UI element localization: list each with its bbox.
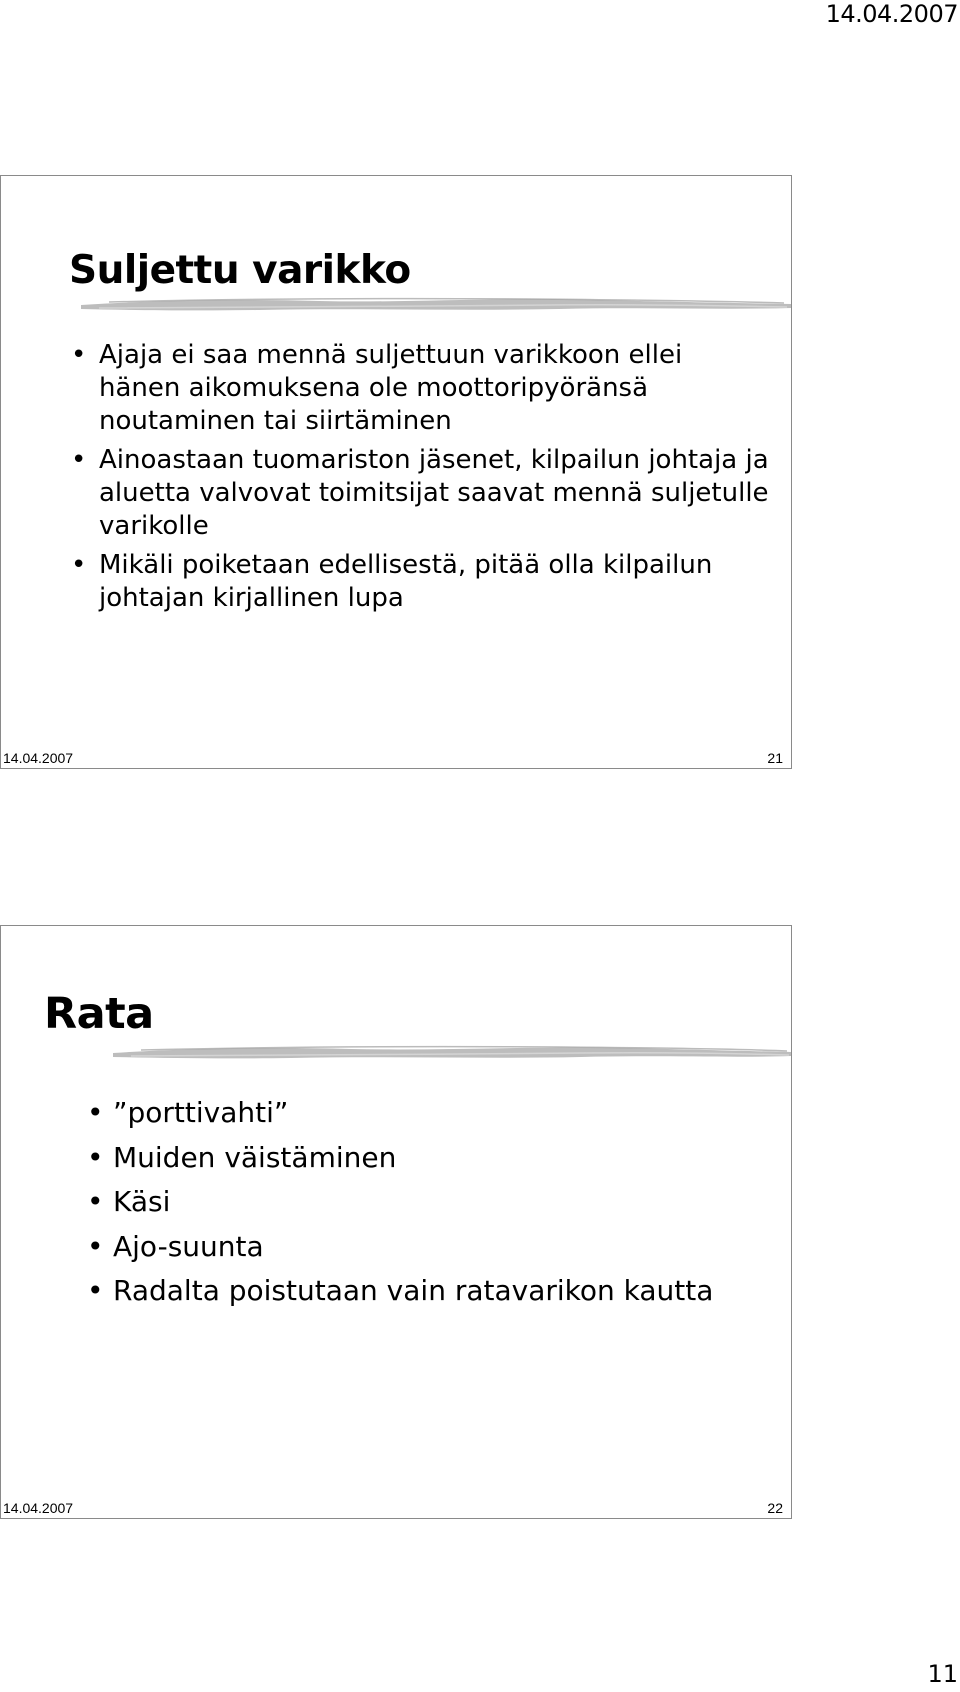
slide-number: 21 <box>767 750 783 766</box>
bullet-text: Radalta poistutaan vain ratavarikon kautta <box>113 1274 714 1307</box>
list-item <box>71 444 771 543</box>
list-item <box>71 549 771 615</box>
bullet-dot: • <box>87 1096 104 1129</box>
slide-21 <box>0 175 792 769</box>
bullet-text: Mikäli poiketaan edellisestä, pitää olla kilpailun johtajan kirjallinen lupa <box>99 550 713 613</box>
list-item <box>71 339 771 438</box>
page-header-date: 14.04.2007 <box>825 0 958 28</box>
bullet-text: Ajo-suunta <box>113 1229 264 1263</box>
list-item <box>87 1091 787 1136</box>
list-item <box>87 1269 787 1314</box>
slide-title: Suljettu varikko <box>69 248 411 293</box>
list-item <box>87 1136 787 1181</box>
bullet-text: Ainoastaan tuomariston jäsenet, kilpailun johtaja ja aluetta valvovat toimitsijat saavat mennä suljetulle varikolle <box>99 445 769 541</box>
bullet-text: ”porttivahti” <box>113 1096 289 1129</box>
bullet-list <box>87 1091 787 1314</box>
bullet-dot: • <box>71 340 87 370</box>
bullet-text: Muiden väistäminen <box>113 1140 397 1174</box>
bullet-dot: • <box>87 1274 104 1307</box>
bullet-dot: • <box>71 445 87 475</box>
bullet-dot: • <box>71 550 87 580</box>
bullet-text: Käsi <box>113 1185 171 1218</box>
list-item <box>87 1225 787 1270</box>
page-number: 11 <box>927 1660 958 1688</box>
slide-22 <box>0 925 792 1519</box>
list-item <box>87 1180 787 1225</box>
slide-number: 22 <box>767 1500 783 1516</box>
brush-stroke-underline <box>111 1040 793 1064</box>
bullet-list <box>71 339 771 621</box>
bullet-text: Ajaja ei saa mennä suljettuun varikkoon ellei hänen aikomuksena ole moottoripyöränsä noutaminen tai siirtäminen <box>99 340 683 436</box>
slide-footer-date: 14.04.2007 <box>3 750 74 766</box>
bullet-dot: • <box>87 1229 104 1263</box>
slide-footer-date: 14.04.2007 <box>3 1500 74 1516</box>
slide-title: Rata <box>44 989 154 1039</box>
brush-stroke-underline <box>79 291 793 315</box>
bullet-dot: • <box>87 1185 104 1218</box>
bullet-dot: • <box>87 1140 104 1174</box>
